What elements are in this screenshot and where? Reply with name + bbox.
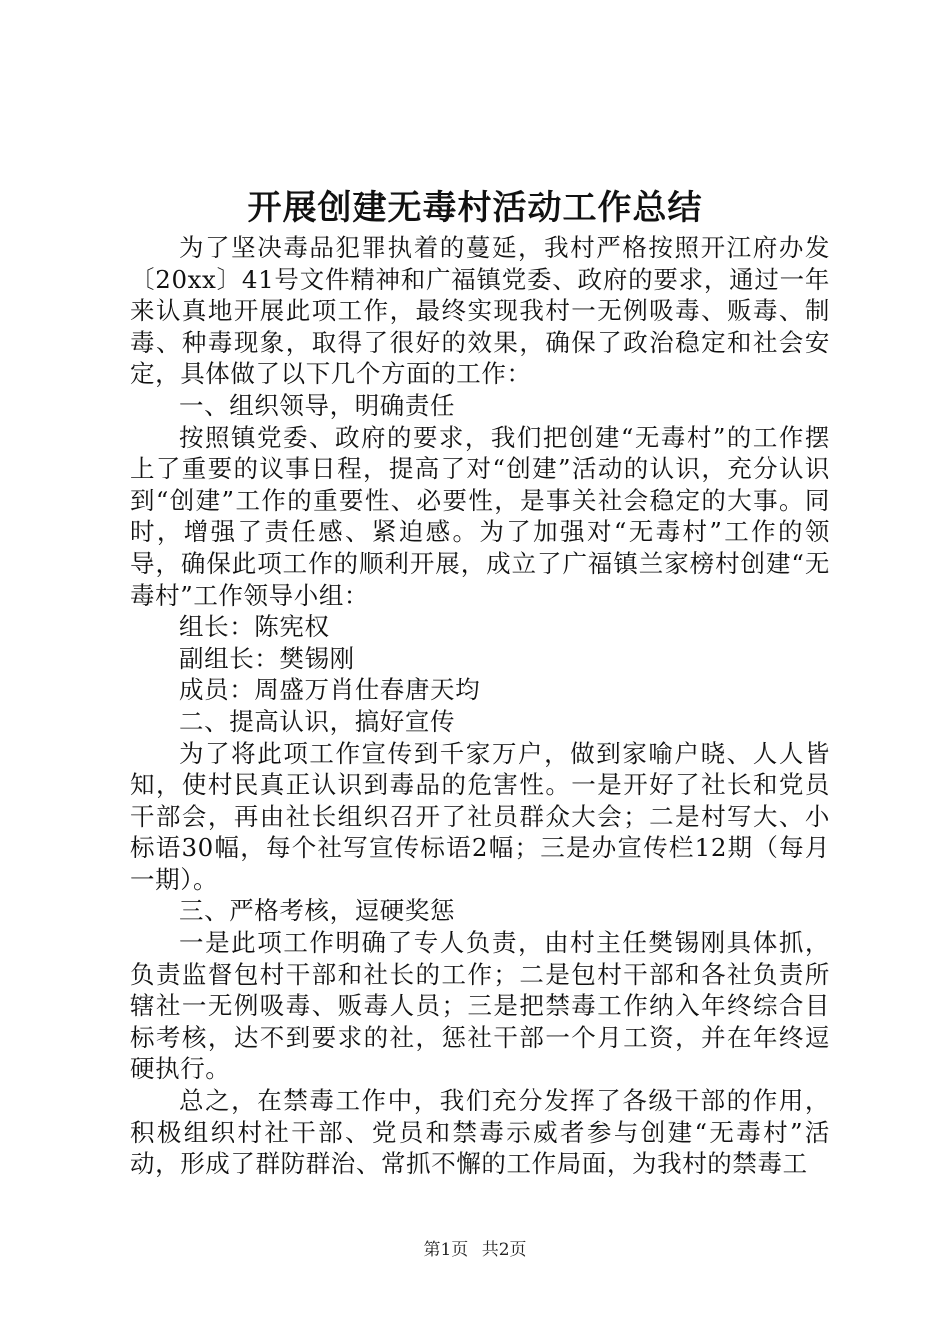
page-number: 第1页: [423, 1240, 469, 1260]
document-title: 开展创建无毒村活动工作总结: [247, 188, 703, 228]
section-heading-3: 三、严格考核，逗硬奖惩: [179, 896, 456, 926]
page-total: 共2页: [481, 1240, 527, 1260]
intro-paragraph: 为了坚决毒品犯罪执着的蔓延，我村严格按照开江府办发〔20xx〕41号文件精神和广福镇党委、政府的要求，通过一年来认真地开展此项工作，最终实现我村一无例吸毒、贩毒、制毒、种毒现象，取得了很好的效果，确保了政治稳定和社会安定，具体做了以下几个方面的工作：: [130, 233, 830, 389]
leader-line: 组长：陈宪权: [179, 612, 330, 642]
members-line: 成员：周盛万肖仕春唐天均: [179, 675, 481, 705]
section-1-paragraph: 按照镇党委、政府的要求，我们把创建“无毒村”的工作摆上了重要的议事日程，提高了对“创建”活动的认识，充分认识到“创建”工作的重要性、必要性，是事关社会稳定的大事。同时，增强了责任感、紧迫感。为了加强对“无毒村”工作的领导，确保此项工作的顺利开展，成立了广福镇兰家榜村创建“无毒村”工作领导小组：: [130, 422, 830, 610]
deputy-leader-line: 副组长：樊锡刚: [179, 643, 355, 673]
section-2-paragraph: 为了将此项工作宣传到千家万户，做到家喻户晓、人人皆知，使村民真正认识到毒品的危害性。一是开好了社长和党员干部会，再由社长组织召开了社员群众大会；二是村写大、小标语30幅，每个社写宣传标语2幅；三是办宣传栏12期（每月一期）。: [130, 738, 830, 894]
summary-paragraph: 总之，在禁毒工作中，我们充分发挥了各级干部的作用，积极组织村社干部、党员和禁毒示威者参与创建“无毒村”活动，形成了群防群治、常抓不懈的工作局面，为我村的禁毒工: [130, 1086, 830, 1179]
section-heading-2: 二、提高认识，搞好宣传: [179, 706, 456, 736]
section-3-paragraph: 一是此项工作明确了专人负责，由村主任樊锡刚具体抓，负责监督包村干部和社长的工作；二是包村干部和各社负责所辖社一无例吸毒、贩毒人员；三是把禁毒工作纳入年终综合目标考核，达不到要求的社，惩社干部一个月工资，并在年终逗硬执行。: [130, 928, 830, 1084]
document-body: [130, 232, 830, 1180]
page-footer: [0, 1238, 950, 1262]
section-heading-1: 一、组织领导，明确责任: [179, 390, 456, 420]
